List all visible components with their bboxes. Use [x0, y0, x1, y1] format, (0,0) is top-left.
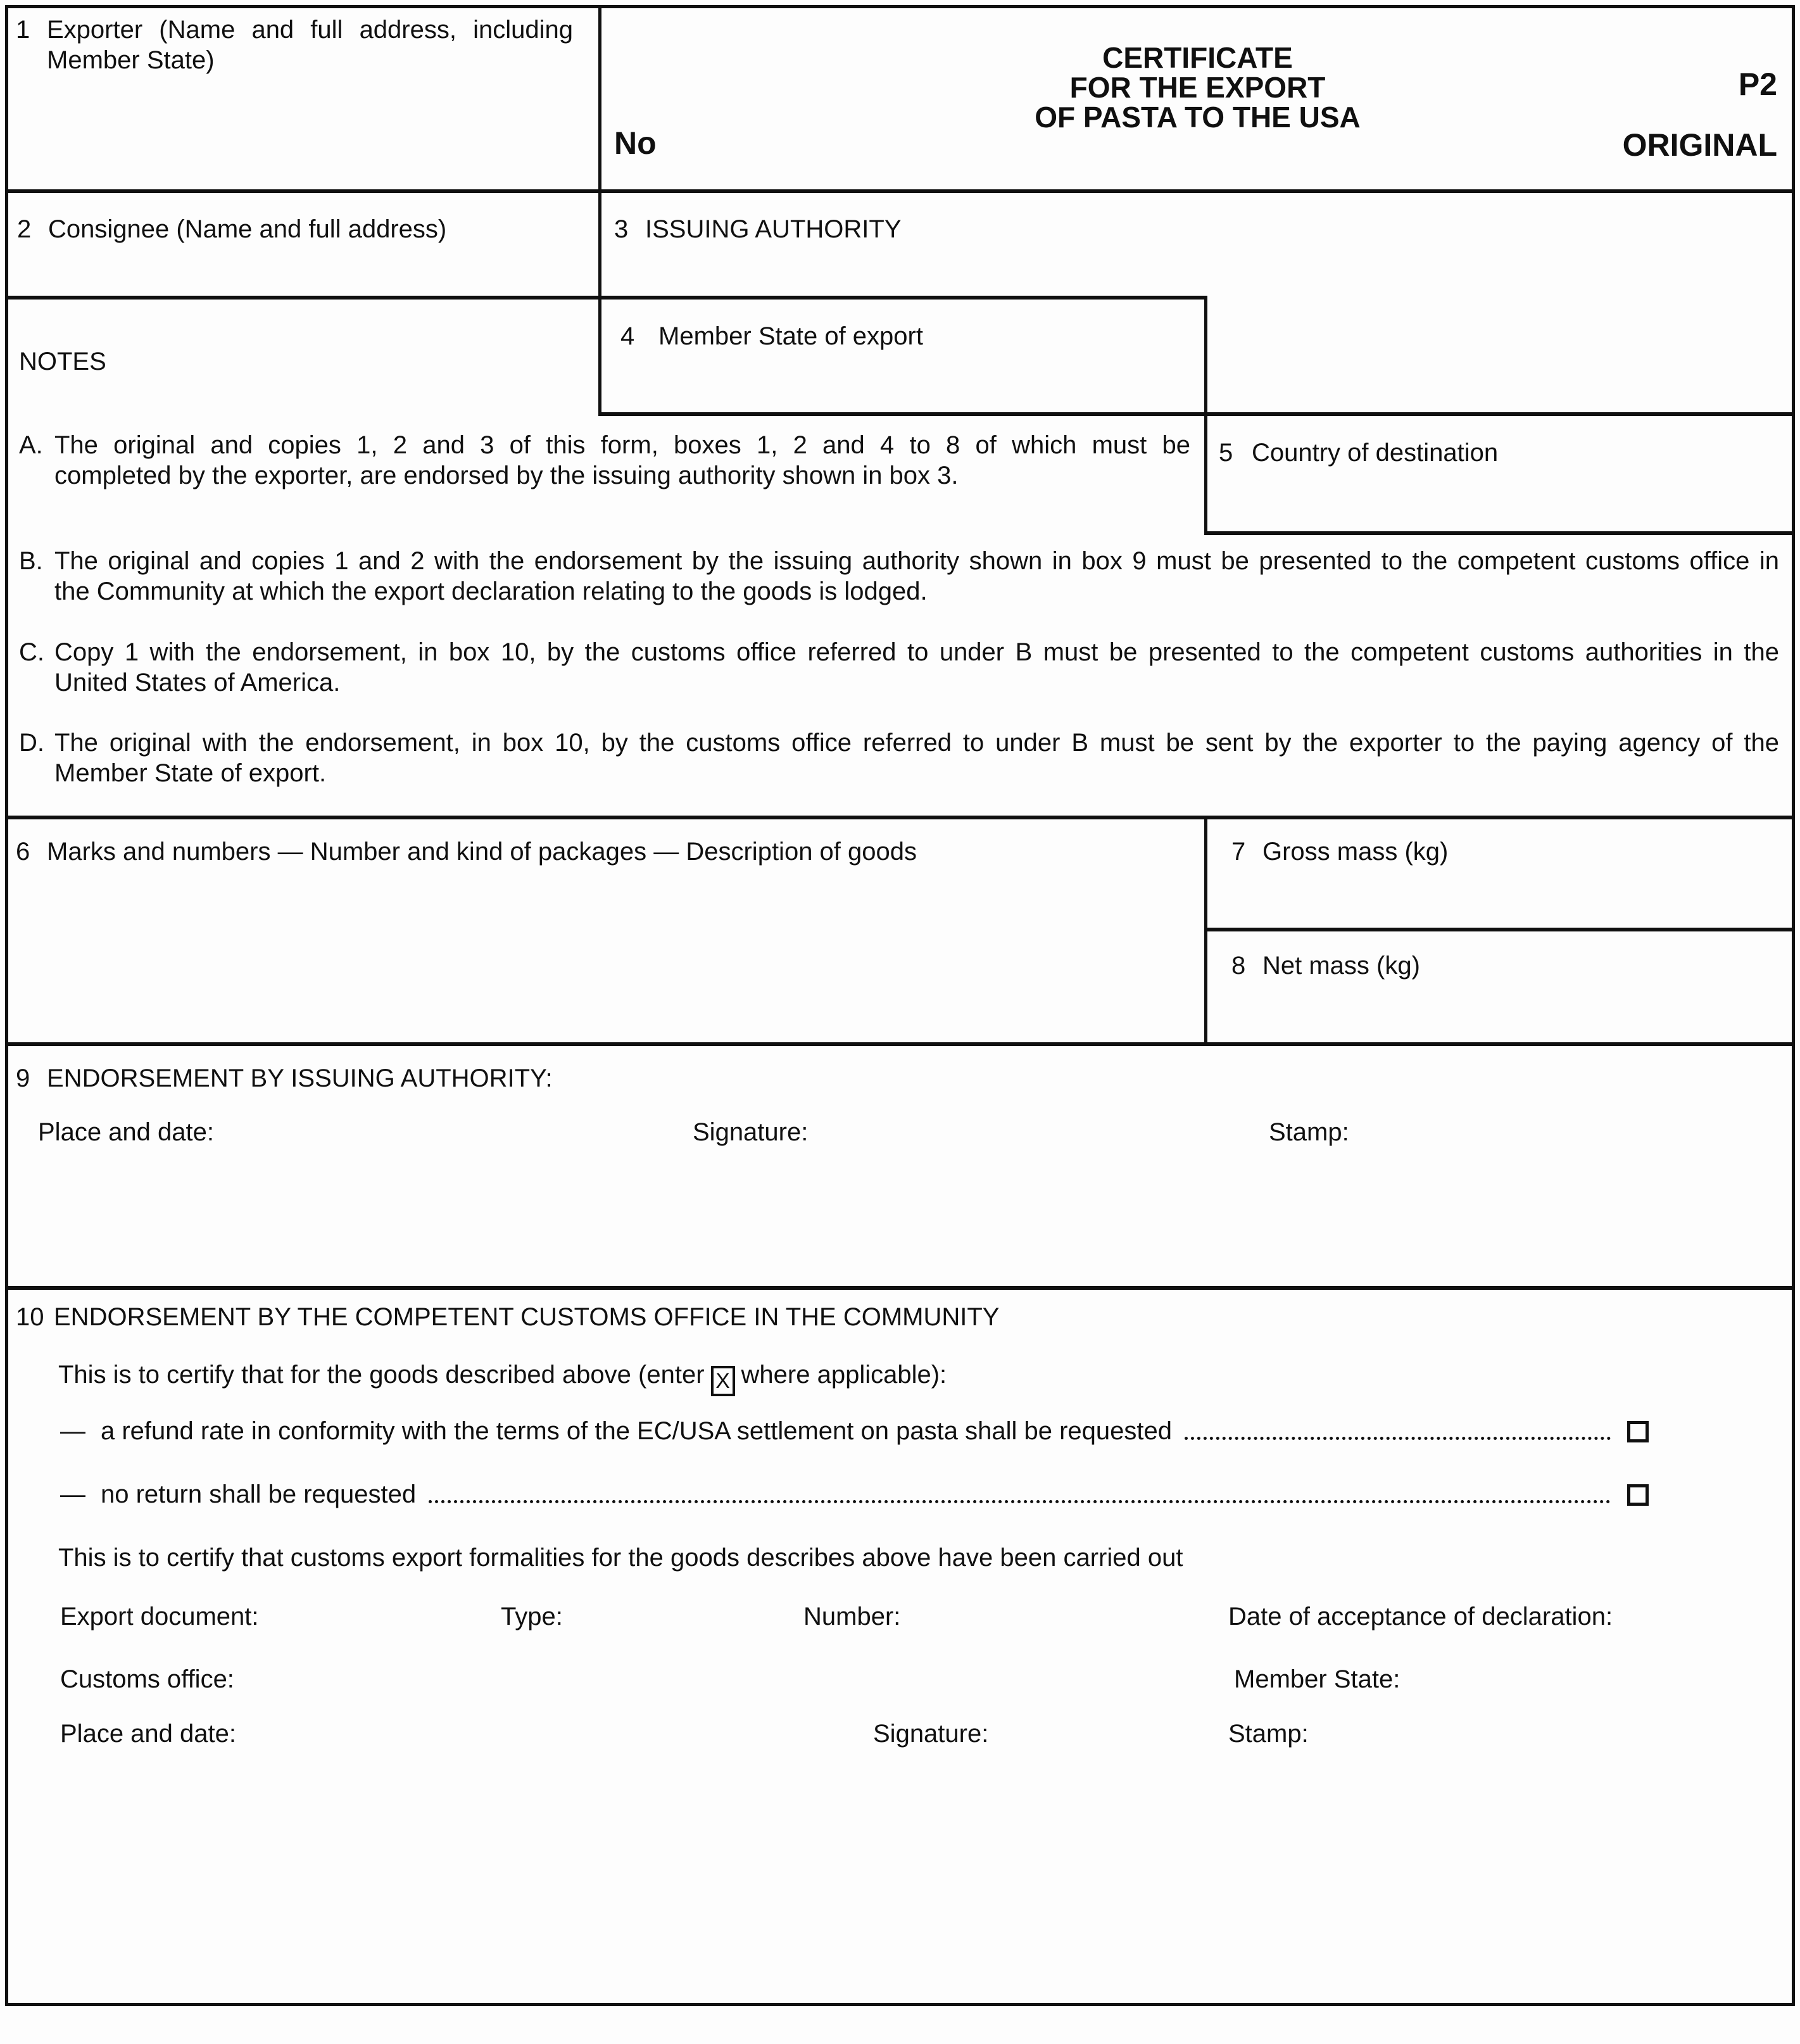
title-line3: OF PASTA TO THE USA	[1035, 101, 1361, 134]
option1-label: a refund rate in conformity with the terms of the EC/USA settlement on pasta shall be requested	[101, 1417, 1172, 1445]
copy-type-original: ORIGINAL	[1622, 127, 1777, 163]
divider-box4-bottom-box5-top	[598, 412, 1795, 416]
dotted-leader	[429, 1500, 1611, 1503]
box2-number: 2	[17, 215, 32, 243]
note-paragraph-b	[19, 546, 1779, 607]
note-paragraph-c	[19, 637, 1779, 698]
box9-number: 9	[16, 1064, 30, 1092]
title-line1: CERTIFICATE	[1102, 41, 1293, 74]
divider-box5-bottom	[1204, 531, 1795, 535]
note-b-marker: B.	[19, 547, 43, 575]
title-line2: FOR THE EXPORT	[1069, 71, 1326, 104]
box4-member-state-label	[620, 321, 1178, 351]
box5-number: 5	[1219, 439, 1233, 467]
option1-dash: —	[60, 1417, 85, 1445]
divider-box6-top	[5, 816, 1795, 819]
option2-dash: —	[60, 1480, 85, 1508]
box9-endorsement-heading	[16, 1063, 1282, 1094]
box3-issuing-authority-label	[614, 214, 1247, 244]
box9-signature-label: Signature:	[693, 1118, 809, 1146]
box10-place-date-label: Place and date:	[60, 1720, 236, 1748]
number-label: Number:	[803, 1603, 901, 1631]
note-a-line2: completed by the exporter, are endorsed by the issuing authority shown in box 3.	[54, 462, 959, 489]
box8-number: 8	[1231, 952, 1246, 980]
page-code: P2	[1738, 66, 1777, 102]
box7-number: 7	[1231, 838, 1246, 866]
box6-marks-numbers-label	[16, 836, 1187, 867]
note-d-marker: D.	[19, 729, 44, 757]
dotted-leader	[1185, 1437, 1611, 1440]
box5-country-destination-label	[1219, 438, 1776, 468]
box2-consignee-label	[17, 214, 587, 244]
boxed-x-mark: X	[711, 1366, 735, 1396]
option1-checkbox[interactable]	[1627, 1421, 1649, 1442]
form-outer-border	[5, 5, 1795, 2006]
box10-label: ENDORSEMENT BY THE COMPETENT CUSTOMS OFFICE IN THE COMMUNITY	[54, 1303, 1000, 1331]
note-a-line1: The original and copies 1, 2 and 3 of this form, boxes 1, 2 and 4 to 8 of which must be	[54, 431, 1190, 459]
certify-goods-post: where applicable):	[741, 1361, 947, 1389]
certify-goods-pre: This is to certify that for the goods described above (enter	[58, 1361, 705, 1389]
option2-checkbox[interactable]	[1627, 1484, 1649, 1506]
option2-label: no return shall be requested	[101, 1480, 417, 1508]
box1-number: 1	[16, 16, 30, 44]
note-paragraph-d	[19, 728, 1779, 788]
note-c-marker: C.	[19, 638, 44, 666]
option-refund-rate-row	[60, 1416, 1649, 1446]
certify-formalities-line: This is to certify that customs export formalities for the goods describes above have been carried out	[58, 1544, 1183, 1572]
certificate-no-label: No	[614, 125, 657, 161]
box9-place-date-label: Place and date:	[38, 1118, 214, 1146]
box4-number: 4	[620, 322, 635, 350]
divider-box10-top	[5, 1286, 1795, 1290]
box2-label: Consignee (Name and full address)	[48, 215, 447, 243]
box1-exporter-label	[16, 15, 573, 75]
box4-label: Member State of export	[658, 322, 923, 350]
divider-row1-bottom	[5, 189, 1795, 193]
box10-endorsement-heading	[16, 1302, 1535, 1332]
customs-office-label: Customs office:	[60, 1665, 234, 1693]
note-b-line2: the Community at which the export declaration relating to the goods is lodged.	[54, 577, 928, 605]
option-no-return-row	[60, 1479, 1649, 1510]
box7-label: Gross mass (kg)	[1262, 838, 1449, 866]
date-acceptance-label: Date of acceptance of declaration:	[1228, 1603, 1613, 1631]
divider-box7-box8	[1204, 928, 1795, 931]
box10-stamp-label: Stamp:	[1228, 1720, 1309, 1748]
box9-stamp-label: Stamp:	[1269, 1118, 1349, 1146]
export-document-label: Export document:	[60, 1603, 259, 1631]
box5-label: Country of destination	[1252, 439, 1499, 467]
box6-label: Marks and numbers — Number and kind of packages — Description of goods	[47, 838, 917, 866]
box7-gross-mass-label	[1231, 836, 1776, 867]
box3-number: 3	[614, 215, 629, 243]
box1-label-line1: Exporter (Name and full address, including	[47, 16, 573, 44]
member-state-label: Member State:	[1234, 1665, 1400, 1693]
note-a-marker: A.	[19, 431, 43, 459]
type-label: Type:	[501, 1603, 563, 1631]
note-b-line1: The original and copies 1 and 2 with the endorsement by the issuing authority shown in box 9 must be presented to the competent customs office in	[54, 547, 1779, 575]
box6-number: 6	[16, 838, 30, 866]
note-c-line2: United States of America.	[54, 669, 341, 697]
box1-label-line2: Member State)	[47, 46, 215, 74]
divider-row2-bottom	[5, 296, 1207, 300]
divider-box9-top	[5, 1042, 1795, 1046]
note-d-line2: Member State of export.	[54, 759, 327, 787]
note-c-line1: Copy 1 with the endorsement, in box 10, by the customs office referred to under B must be presented to the competent customs authorities in the	[54, 638, 1779, 666]
note-paragraph-a	[19, 430, 1190, 491]
certify-goods-line	[58, 1360, 947, 1396]
box9-label: ENDORSEMENT BY ISSUING AUTHORITY:	[47, 1064, 553, 1092]
note-d-line1: The original with the endorsement, in box 10, by the customs office referred to under B must be sent by the exporter to the paying agency of the	[54, 729, 1779, 757]
box8-label: Net mass (kg)	[1262, 952, 1420, 980]
box10-signature-label: Signature:	[873, 1720, 989, 1748]
box8-net-mass-label	[1231, 950, 1776, 981]
notes-heading: NOTES	[19, 348, 106, 375]
box3-label: ISSUING AUTHORITY	[645, 215, 902, 243]
box10-number: 10	[16, 1303, 44, 1331]
